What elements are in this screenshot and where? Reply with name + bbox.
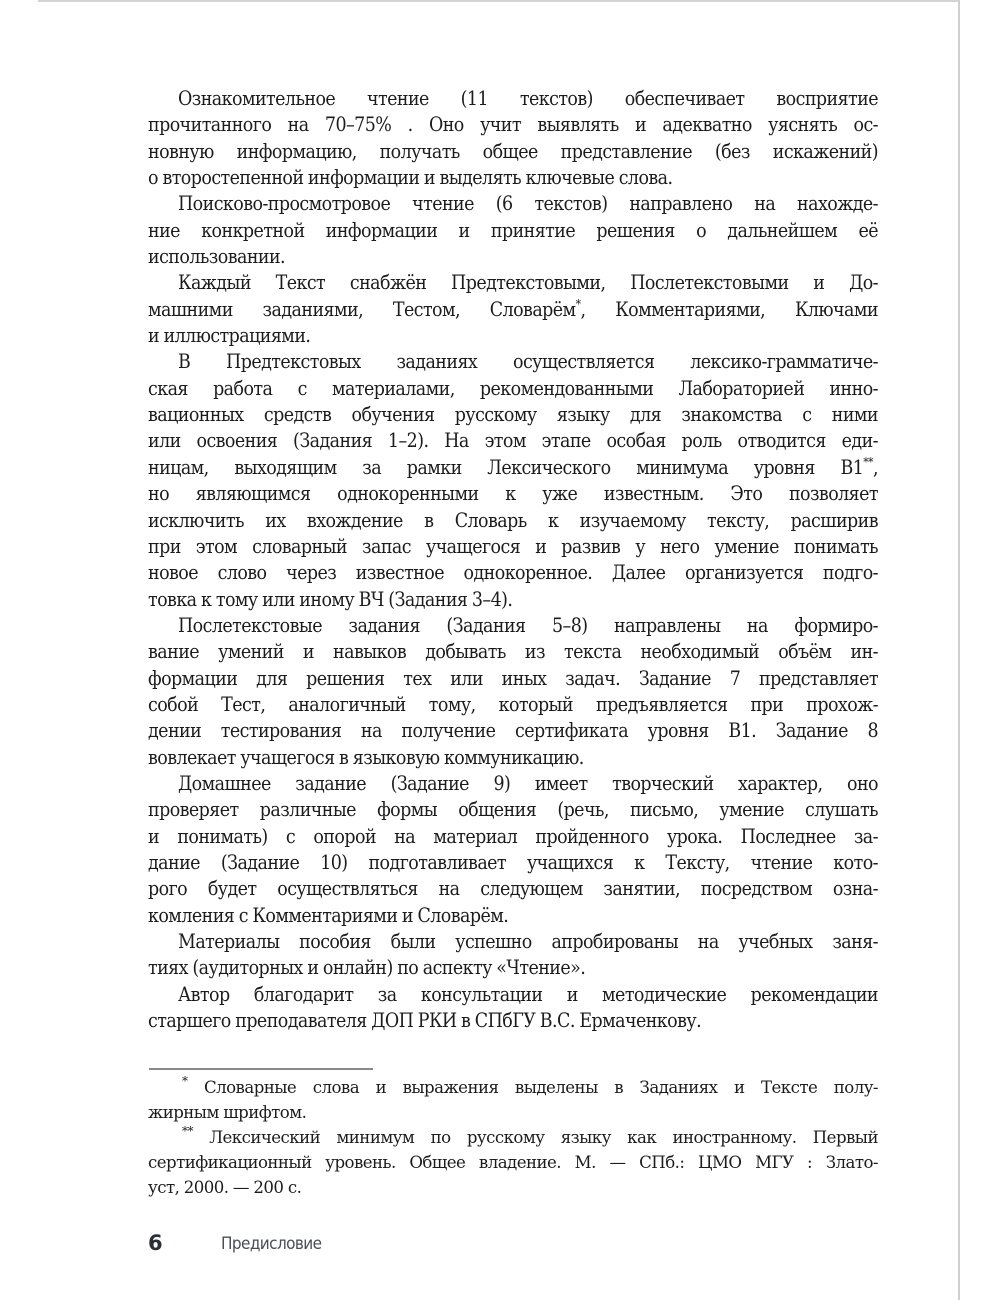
footnote-line: уст, 2000. — 200 с. bbox=[148, 1178, 302, 1197]
text-line: исключить их вхождение в Словарь к изучаемому тексту, расширив bbox=[148, 508, 878, 532]
text-line: и иллюстрациями. bbox=[148, 324, 311, 348]
text-fragment: Лексический минимум по русскому языку как иностранному. Первый bbox=[209, 1128, 878, 1147]
text-line: и понимать) с опорой на материал пройденного урока. Последнее за- bbox=[148, 824, 878, 848]
text-line: товка к тому или иному ВЧ (Задания 3–4). bbox=[148, 587, 513, 611]
footnote-ref-2[interactable]: ** bbox=[863, 454, 873, 469]
text-fragment: , Комментариями, Ключами bbox=[580, 297, 878, 321]
text-line: Домашнее задание (Задание 9) имеет творческий характер, оно bbox=[178, 771, 878, 795]
text-line: ние конкретной информации и принятие решения о дальнейшем её bbox=[148, 218, 878, 242]
footnote-2 bbox=[148, 1125, 878, 1200]
footnote-line: сертификационный уровень. Общее владение. М. — СПб.: ЦМО МГУ : Злато- bbox=[148, 1153, 878, 1172]
footnote-mark: ** bbox=[182, 1124, 193, 1138]
footnote-line bbox=[148, 1125, 878, 1150]
paragraph-intro-reading bbox=[148, 86, 878, 191]
text-line: при этом словарный запас учащегося и развив у него умение понимать bbox=[148, 534, 878, 558]
text-line: новную информацию, получать общее представление (без искажений) bbox=[148, 139, 878, 163]
text-line: о второстепенной информации и выделять ключевые слова. bbox=[148, 166, 673, 190]
text-line bbox=[148, 455, 878, 481]
text-line: Послетекстовые задания (Задания 5–8) направлены на формиро- bbox=[178, 613, 878, 637]
page-body bbox=[148, 86, 878, 1034]
running-head: Предисловие bbox=[221, 1234, 322, 1254]
text-line: рого будет осуществляться на следующем занятии, посредством озна- bbox=[148, 877, 878, 901]
text-line: Материалы пособия были успешно апробированы на учебных заня- bbox=[178, 930, 878, 953]
text-line: использовании. bbox=[148, 245, 286, 269]
text-fragment: ницам, выходящим за рамки Лексического минимума уровня В1 bbox=[148, 455, 864, 479]
text-line: тиях (аудиторных и онлайн) по аспекту «Чтение». bbox=[148, 956, 586, 980]
paragraph-text-structure bbox=[148, 270, 878, 349]
text-line: вационных средств обучения русскому языку для знакомства с ними bbox=[148, 403, 878, 427]
text-fragment: , bbox=[873, 455, 878, 479]
paragraph-search-reading bbox=[148, 191, 878, 270]
text-line: В Предтекстовых заданиях осуществляется лексико-грамматиче- bbox=[178, 350, 878, 374]
paragraph-approbation bbox=[148, 929, 878, 982]
paragraph-posttext-tasks bbox=[148, 613, 878, 771]
footnote-line: жирным шрифтом. bbox=[148, 1103, 307, 1122]
footnote-separator bbox=[149, 1068, 373, 1070]
text-line: Поисково-просмотровое чтение (6 текстов) направлено на нахожде- bbox=[178, 192, 878, 216]
text-line: Каждый Текст снабжён Предтекстовыми, Послетекстовыми и До- bbox=[178, 271, 878, 295]
text-fragment: Словарные слова и выражения выделены в Заданиях и Тексте полу- bbox=[203, 1078, 878, 1097]
paragraph-pretext-tasks bbox=[148, 349, 878, 612]
text-line: Ознакомительное чтение (11 текстов) обеспечивает восприятие bbox=[178, 87, 878, 110]
text-line: комления с Комментариями и Словарём. bbox=[148, 903, 509, 927]
text-line: прочитанного на 70–75% . Оно учит выявлять и адекватно уяснять ос- bbox=[148, 113, 878, 137]
text-line: ская работа с материалами, рекомендованными Лабораторией инно- bbox=[148, 376, 878, 400]
footnote-mark: * bbox=[182, 1074, 188, 1088]
footnote-line bbox=[148, 1075, 878, 1100]
text-line: вание умений и навыков добывать из текста необходимый объём ин- bbox=[148, 640, 878, 664]
text-line bbox=[148, 297, 878, 323]
text-line: Автор благодарит за консультации и методические рекомендации bbox=[178, 982, 878, 1006]
text-line: новое слово через известное однокоренное. Далее организуется подго- bbox=[148, 561, 878, 585]
page-number: 6 bbox=[148, 1231, 163, 1255]
text-line: дание (Задание 10) подготавливает учащихся к Тексту, чтение кото- bbox=[148, 850, 878, 874]
text-fragment: машними заданиями, Тестом, Словарём bbox=[148, 297, 576, 321]
text-line: старшего преподавателя ДОП РКИ в СПбГУ В.С. Ермаченкову. bbox=[148, 1009, 702, 1033]
text-line: но являющимся однокоренными к уже известным. Это позволяет bbox=[148, 482, 878, 506]
footnote-ref-1[interactable]: * bbox=[575, 296, 581, 311]
text-line: или освоения (Задания 1–2). На этом этапе особая роль отводится еди- bbox=[148, 429, 878, 453]
text-line: вовлекает учащегося в языковую коммуникацию. bbox=[148, 745, 584, 769]
paragraph-acknowledgements bbox=[148, 982, 878, 1035]
text-line: дении тестирования на получение сертификата уровня В1. Задание 8 bbox=[148, 719, 878, 743]
text-line: формации для решения тех или иных задач. Задание 7 представляет bbox=[148, 666, 878, 690]
paragraph-homework bbox=[148, 771, 878, 929]
footnotes bbox=[148, 1075, 878, 1200]
text-line: собой Тест, аналогичный тому, который предъявляется при прохож- bbox=[148, 692, 878, 716]
footnote-1 bbox=[148, 1075, 878, 1125]
text-line: проверяет различные формы общения (речь, письмо, умение слушать bbox=[148, 798, 878, 822]
